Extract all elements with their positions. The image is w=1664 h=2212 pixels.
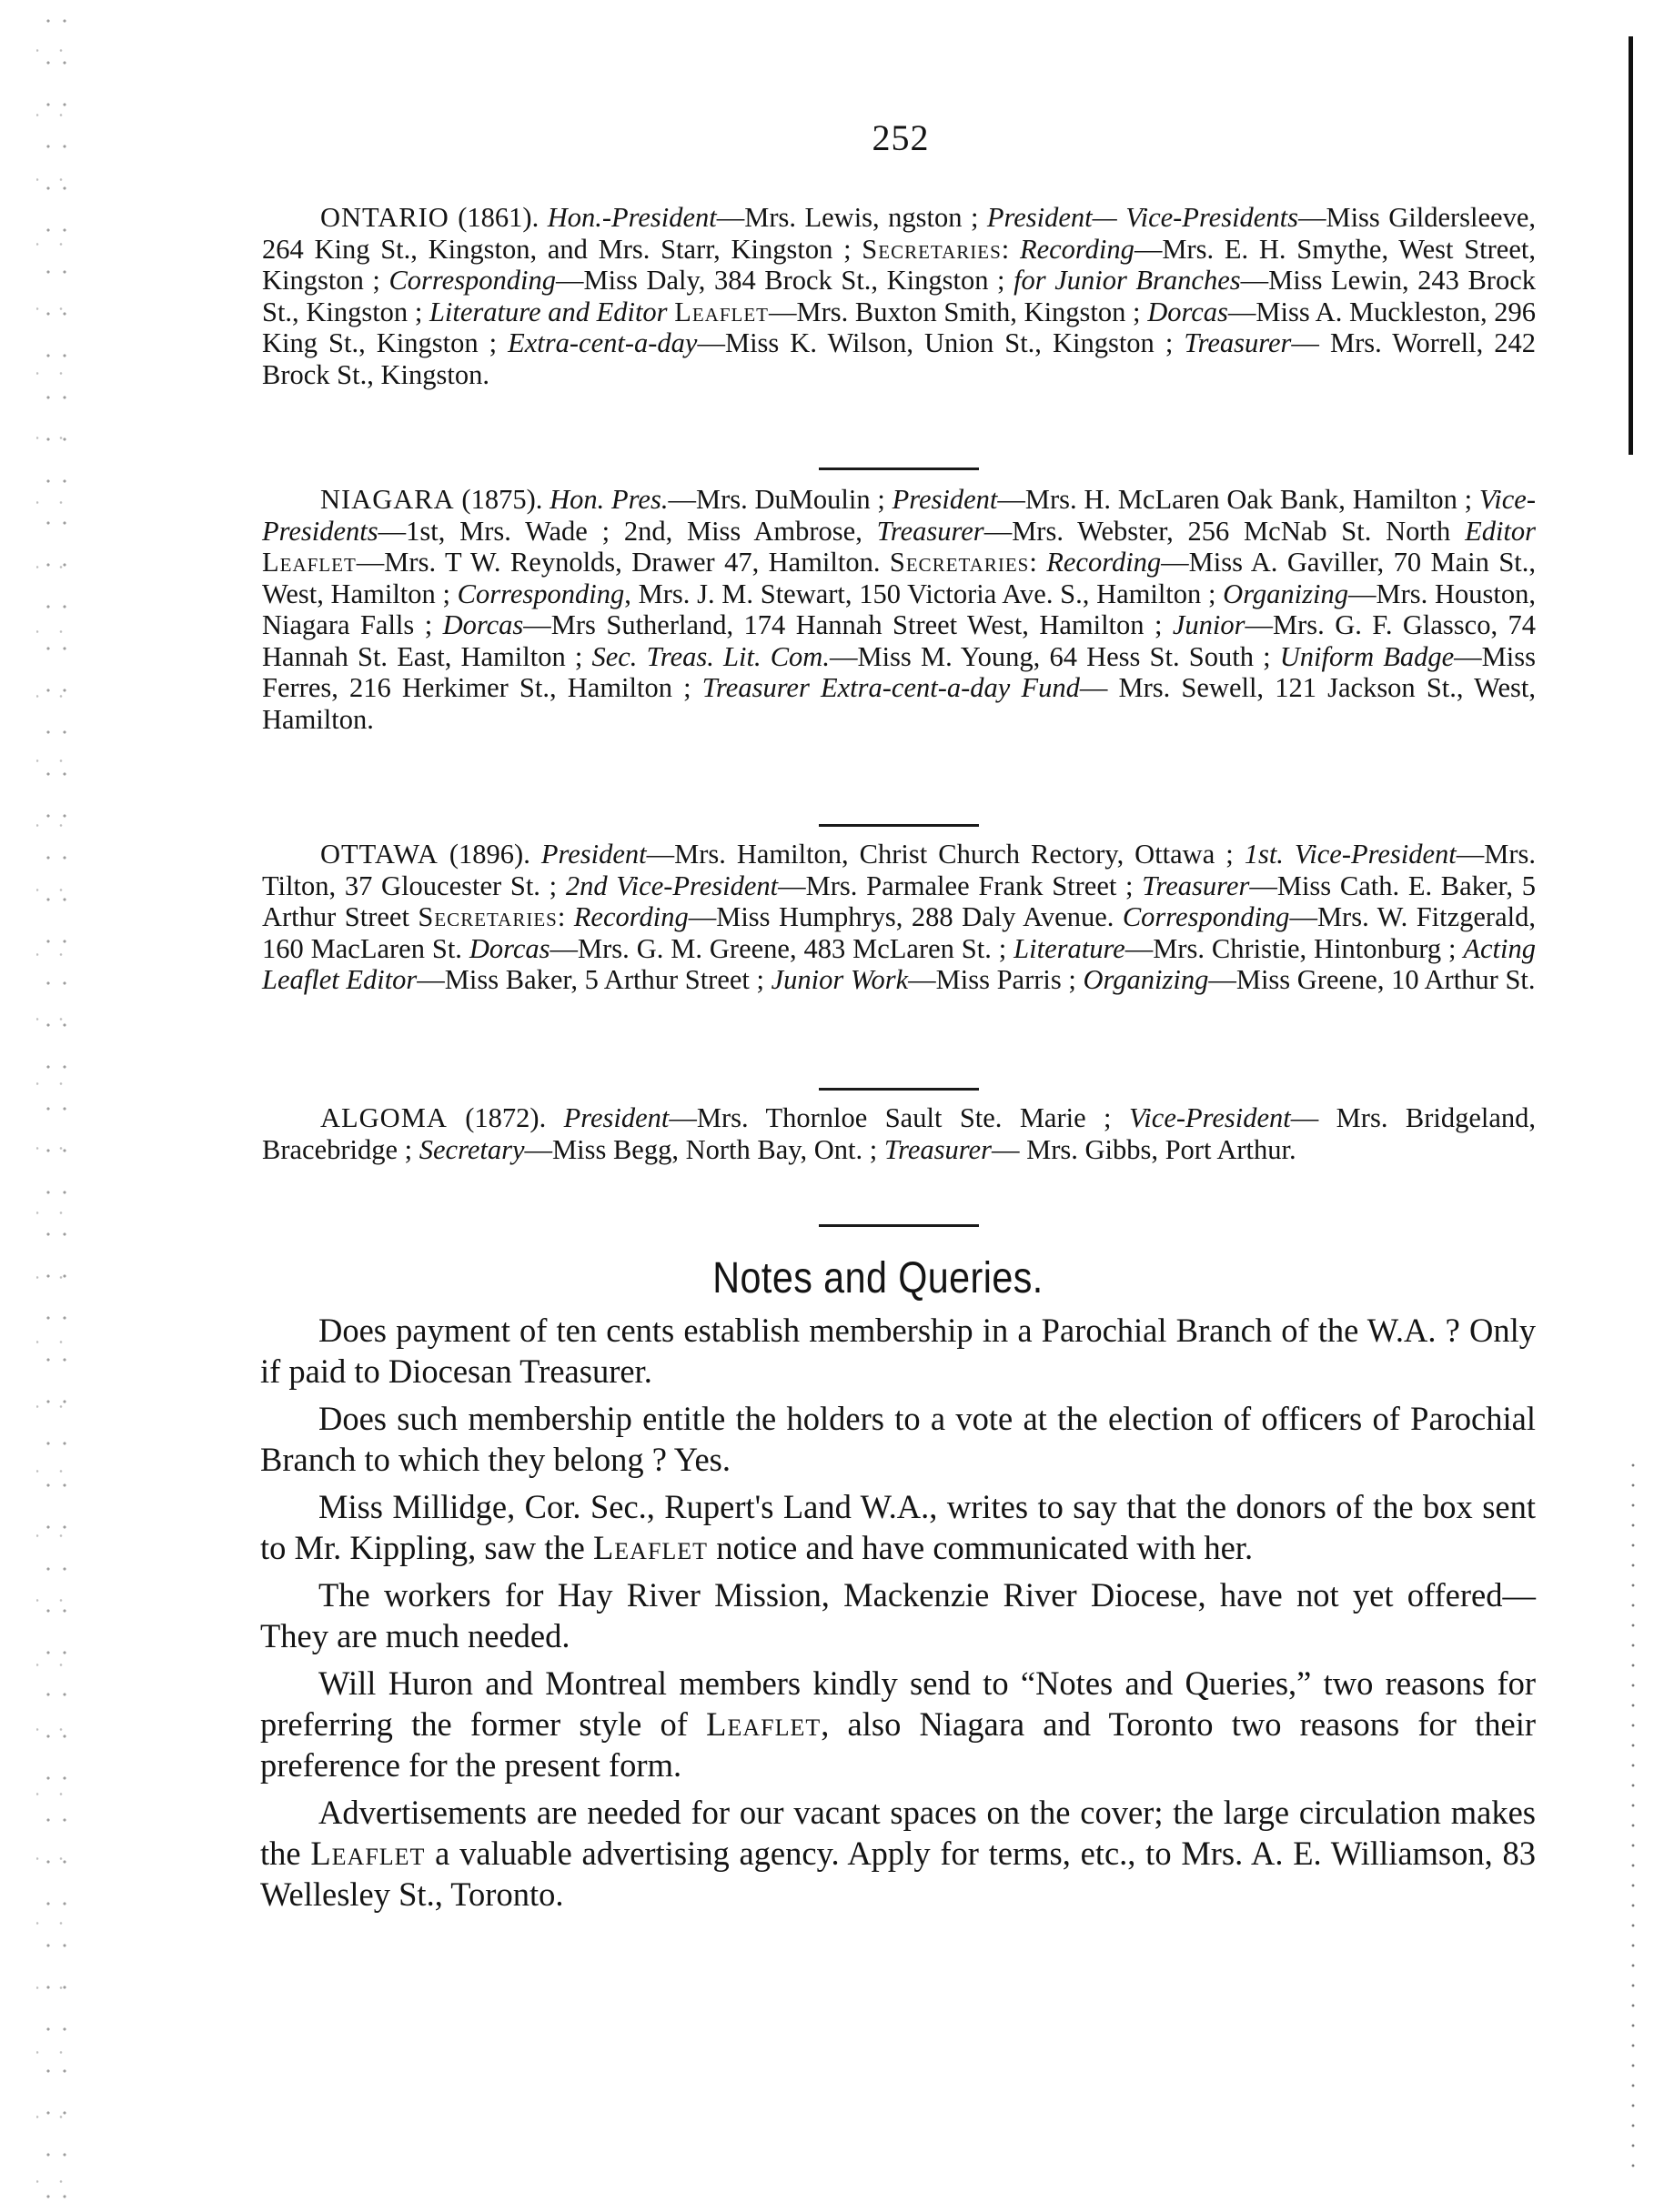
text-run: —Mrs. E. H. Smythe, West Street, Kingston ;	[262, 233, 1536, 296]
text-run: —Miss Humphrys, 288 Daly Avenue.	[688, 901, 1123, 932]
text-run: —Mrs. G. F. Glassco, 74 Hannah St. East, Hamilton ;	[262, 609, 1536, 672]
diocese-entry-ottawa	[262, 839, 1536, 996]
italic-label: Uniform Badge	[1279, 640, 1455, 672]
diocese-name: NIAGARA	[320, 484, 455, 515]
section-divider	[819, 1224, 979, 1227]
italic-label: President	[892, 484, 998, 515]
text-run: Does payment of ten cents establish membership in a Parochial Branch of the W.A. ? Only if paid to Diocesan Treasurer.	[260, 1312, 1536, 1390]
binding-edge-marks	[36, 0, 73, 2212]
diocese-officers-text	[262, 1102, 1536, 1165]
italic-label: Hon. Pres.	[550, 484, 669, 515]
text-run: —1st, Mrs. Wade ; 2nd, Miss Ambrose,	[378, 515, 877, 547]
note-paragraph	[260, 1398, 1536, 1480]
italic-label: Junior	[1172, 609, 1245, 640]
italic-label: 1st. Vice-President	[1244, 839, 1457, 870]
right-edge-line	[1629, 36, 1633, 455]
text-run: —Miss Parris ;	[908, 964, 1084, 995]
text-run: —Mrs. DuMoulin ;	[668, 484, 893, 515]
text-run: Will Huron and Montreal members kindly send to “Notes and Queries,” two reasons for preferring the former style of	[260, 1664, 1536, 1743]
small-caps-term: Leaflet	[706, 1705, 822, 1743]
italic-label: Dorcas	[1147, 296, 1228, 327]
text-run: Does such membership entitle the holders to a vote at the election of officers of Parochial Branch to which they belong ? Yes.	[260, 1400, 1536, 1478]
diocese-name: ALGOMA	[320, 1102, 448, 1133]
italic-label: Acting Leaflet Editor	[262, 932, 1537, 995]
italic-label: Hon.-President	[547, 202, 717, 233]
text-run: —Mrs. Webster, 256 McNab St. North	[983, 515, 1466, 547]
text-run: notice and have communicated with her.	[708, 1529, 1254, 1566]
italic-label: Literature and Editor	[429, 296, 668, 327]
text-run: :	[1001, 233, 1020, 265]
notes-body	[260, 1310, 1536, 1921]
text-run: —Mrs. Tilton, 37 Gloucester St. ;	[262, 839, 1537, 901]
italic-label: Extra-cent-a-day	[508, 327, 698, 358]
section-divider	[819, 824, 979, 827]
italic-label: Editor	[1465, 515, 1537, 547]
diocese-year: (1861).	[458, 202, 540, 233]
text-run: a valuable advertising agency. Apply for terms, etc., to Mrs. A. E. Williamson, 83 Wellesley St., Toronto.	[260, 1835, 1536, 1913]
note-paragraph	[260, 1310, 1536, 1392]
italic-label: Dorcas	[442, 609, 524, 640]
small-caps-term: Leaflet	[262, 547, 357, 578]
text-run: —Miss A. Muckleston, 296 King St., Kingston ;	[262, 296, 1537, 358]
text-run: —Mrs Sutherland, 174 Hannah Street West, Hamilton ;	[523, 609, 1173, 640]
text-run: —Miss M. Young, 64 Hess St. South ;	[829, 640, 1280, 672]
text-run: — Mrs. Worrell, 242 Brock St., Kingston.	[262, 327, 1536, 390]
italic-label: President	[563, 1102, 670, 1133]
page-number: 252	[872, 117, 930, 158]
text-run: :	[557, 901, 574, 932]
text-run: —Mrs. G. M. Greene, 483 McLaren St. ;	[550, 932, 1014, 964]
italic-label: 2nd Vice-President	[565, 870, 779, 901]
note-paragraph	[260, 1574, 1536, 1656]
text-run: — Mrs. Gibbs, Port Arthur.	[991, 1133, 1296, 1165]
text-run: , also Niagara and Toronto two reasons for their preference for the present form.	[260, 1705, 1536, 1784]
text-run: The workers for Hay River Mission, Mackenzie River Diocese, have not yet offered—They are much needed.	[260, 1576, 1536, 1654]
small-caps-term: Secretaries	[862, 233, 1002, 265]
text-run: —Mrs. H. McLaren Oak Bank, Hamilton ;	[997, 484, 1479, 515]
italic-label: Recording	[1046, 547, 1162, 578]
text-run: —Miss K. Wilson, Union St., Kingston ;	[697, 327, 1185, 358]
note-paragraph	[260, 1792, 1536, 1915]
italic-label: Corresponding	[457, 578, 625, 609]
diocese-officers-text	[262, 202, 1536, 390]
text-run: —Mrs. Thornloe Sault Ste. Marie ;	[669, 1102, 1129, 1133]
italic-label: Treasurer Extra-cent-a-day Fund	[701, 672, 1080, 703]
text-run: —Mrs. Hamilton, Christ Church Rectory, Ottawa ;	[646, 839, 1245, 870]
italic-label: Treasurer	[876, 515, 984, 547]
small-caps-term: Secretaries	[889, 547, 1030, 578]
text-run: , Mrs. J. M. Stewart, 150 Victoria Ave. S., Hamilton ;	[624, 578, 1224, 609]
italic-label: Corresponding	[1122, 901, 1290, 932]
section-divider	[819, 468, 979, 470]
diocese-officers-text	[262, 484, 1536, 735]
small-caps-term: Secretaries	[418, 901, 558, 932]
italic-label: Recording	[1019, 233, 1135, 265]
italic-label: Treasurer	[1142, 870, 1250, 901]
diocese-entry-niagara	[262, 484, 1536, 735]
text-run: —Miss A. Gaviller, 70 Main St., West, Hamilton ;	[262, 547, 1536, 609]
italic-label: Junior Work	[771, 964, 909, 995]
text-run: Miss Millidge, Cor. Sec., Rupert's Land W.A., writes to say that the donors of the box sent to Mr. Kippling, saw the	[260, 1488, 1536, 1566]
text-run: —Miss Daly, 384 Brock St., Kingston ;	[556, 265, 1014, 296]
text-run: —Miss Lewin, 243 Brock St., Kingston ;	[262, 265, 1536, 327]
italic-label: Vice-Presidents	[262, 484, 1536, 547]
right-edge-marks	[1629, 1455, 1637, 2183]
text-run: —Mrs. W. Fitzgerald, 160 MacLaren St.	[262, 901, 1536, 964]
italic-label: President	[540, 839, 647, 870]
italic-label: Organizing	[1083, 964, 1209, 995]
text-run: —Miss Ferres, 216 Herkimer St., Hamilton ;	[262, 640, 1537, 703]
italic-label: Secretary	[419, 1133, 525, 1165]
italic-label: Treasurer	[1184, 327, 1292, 358]
italic-label: Organizing	[1223, 578, 1349, 609]
diocese-year: (1872).	[465, 1102, 547, 1133]
text-run: —Mrs. Buxton Smith, Kingston ;	[769, 296, 1148, 327]
italic-label: Sec. Treas. Lit. Com.	[591, 640, 830, 672]
text-run: :	[1029, 547, 1047, 578]
italic-label: Literature	[1014, 932, 1125, 964]
text-run: — Mrs. Sewell, 121 Jackson St., West, Hamilton.	[262, 672, 1536, 735]
text-run: —Mrs. Lewis, ngston ;	[716, 202, 987, 233]
text-run: —Miss Begg, North Bay, Ont. ;	[524, 1133, 884, 1165]
small-caps-term: Leaflet	[310, 1835, 426, 1872]
small-caps-term: Leaflet	[674, 296, 769, 327]
text-run: —Mrs. Parmalee Frank Street ;	[778, 870, 1143, 901]
text-run: —Miss Greene, 10 Arthur St.	[1208, 964, 1536, 995]
italic-label: Treasurer	[883, 1133, 992, 1165]
diocese-entry-algoma	[262, 1102, 1536, 1165]
text-run: —Miss Gildersleeve, 264 King St., Kingston, and Mrs. Starr, Kingston ;	[262, 202, 1537, 265]
italic-label: for Junior Branches	[1014, 265, 1241, 296]
diocese-entry-ontario	[262, 202, 1536, 390]
text-run: — Mrs. Bridgeland, Bracebridge ;	[262, 1102, 1537, 1165]
text-run: —Miss Baker, 5 Arthur Street ;	[417, 964, 771, 995]
diocese-year: (1896).	[449, 839, 530, 870]
italic-label: President— Vice-Presidents	[986, 202, 1298, 233]
text-run: —Miss Cath. E. Baker, 5 Arthur Street	[262, 870, 1536, 932]
italic-label: Corresponding	[388, 265, 557, 296]
diocese-name: ONTARIO	[320, 202, 449, 233]
note-paragraph	[260, 1663, 1536, 1785]
note-paragraph	[260, 1486, 1536, 1568]
small-caps-term: Leaflet	[593, 1529, 709, 1566]
diocese-year: (1875).	[461, 484, 543, 515]
section-divider	[819, 1088, 979, 1091]
text-run: —Mrs. Houston, Niagara Falls ;	[262, 578, 1536, 640]
notes-heading: Notes and Queries.	[712, 1254, 1044, 1302]
diocese-name: OTTAWA	[320, 839, 439, 870]
text-run: Advertisements are needed for our vacant spaces on the cover; the large circulation makes the	[260, 1794, 1536, 1872]
text-run: —Mrs. Christie, Hintonburg ;	[1124, 932, 1464, 964]
italic-label: Recording	[573, 901, 689, 932]
text-run: —Mrs. T W. Reynolds, Drawer 47, Hamilton.	[356, 547, 890, 578]
italic-label: Dorcas	[469, 932, 550, 964]
italic-label: Vice-President	[1128, 1102, 1291, 1133]
